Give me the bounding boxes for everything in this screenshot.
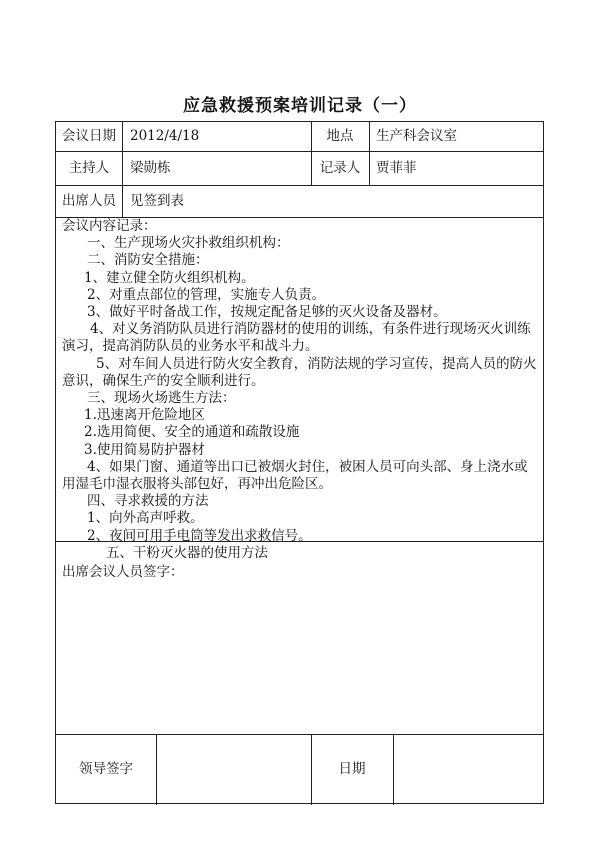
content-line: 2.选用简便、安全的通道和疏散设施 <box>84 424 300 441</box>
meeting-content <box>62 218 539 562</box>
content-line: 1、建立健全防火组织机构。 <box>84 269 255 286</box>
row-divider <box>56 734 543 735</box>
column-divider <box>393 734 394 805</box>
content-line: 3.使用简易防护器材 <box>84 441 205 458</box>
document-title: 应急救援预案培训记录（一） <box>183 96 417 116</box>
leader-signature-label: 领导签字 <box>79 761 133 777</box>
date-label: 会议日期 <box>62 128 116 144</box>
column-divider <box>122 122 123 185</box>
content-line: 2、对重点部位的管理，实施专人负责。 <box>87 286 326 303</box>
content-line: 1、向外高声呼救。 <box>87 510 204 527</box>
content-line: 4、如果门窗、通道等出口已被烟火封住，被困人员可向头部、身上浇水或用湿毛巾湿衣服将头部包好，再冲出危险区。 <box>62 458 528 493</box>
column-divider <box>156 734 157 805</box>
column-divider <box>122 185 123 217</box>
column-divider <box>369 122 370 185</box>
host-label: 主持人 <box>68 160 110 176</box>
attendees-label: 出席人员 <box>62 193 116 209</box>
content-heading: 会议内容记录： <box>62 218 157 234</box>
attendees-value: 见签到表 <box>130 193 184 209</box>
attendees-signature-label: 出席会议人员签字： <box>62 564 184 580</box>
record-table <box>55 121 544 804</box>
host-value: 梁勋栋 <box>130 160 171 176</box>
content-line: 二、消防安全措施： <box>87 252 209 269</box>
location-value: 生产科会议室 <box>376 128 457 144</box>
content-line: 4、对义务消防队员进行消防器材的使用的训练，有条件进行现场灭火训练演习，提高消防队员的业务水平和战斗力。 <box>62 321 531 355</box>
sign-date-label: 日期 <box>338 761 366 777</box>
content-line: 四、寻求救援的方法 <box>87 493 209 510</box>
content-line: 一、生产现场火灾扑救组织机构： <box>87 235 290 252</box>
content-line: 2、夜间可用手电筒等发出求救信号。 <box>87 527 312 544</box>
content-line: 3、做好平时备战工作，按规定配备足够的灭火设备及器材。 <box>87 304 447 321</box>
content-line: 五、干粉灭火器的使用方法 <box>106 544 268 561</box>
recorder-value: 贾菲菲 <box>376 160 417 176</box>
recorder-label: 记录人 <box>319 160 361 176</box>
date-value: 2012/4/18 <box>130 128 200 144</box>
content-line: 三、现场火场逃生方法： <box>87 390 236 407</box>
location-label: 地点 <box>326 128 354 144</box>
content-line: 1.迅速离开危险地区 <box>84 407 205 424</box>
content-line: 5、对车间人员进行防火安全教育，消防法规的学习宣传，提高人员的防火意识，确保生产的安全顺利进行。 <box>62 355 537 389</box>
